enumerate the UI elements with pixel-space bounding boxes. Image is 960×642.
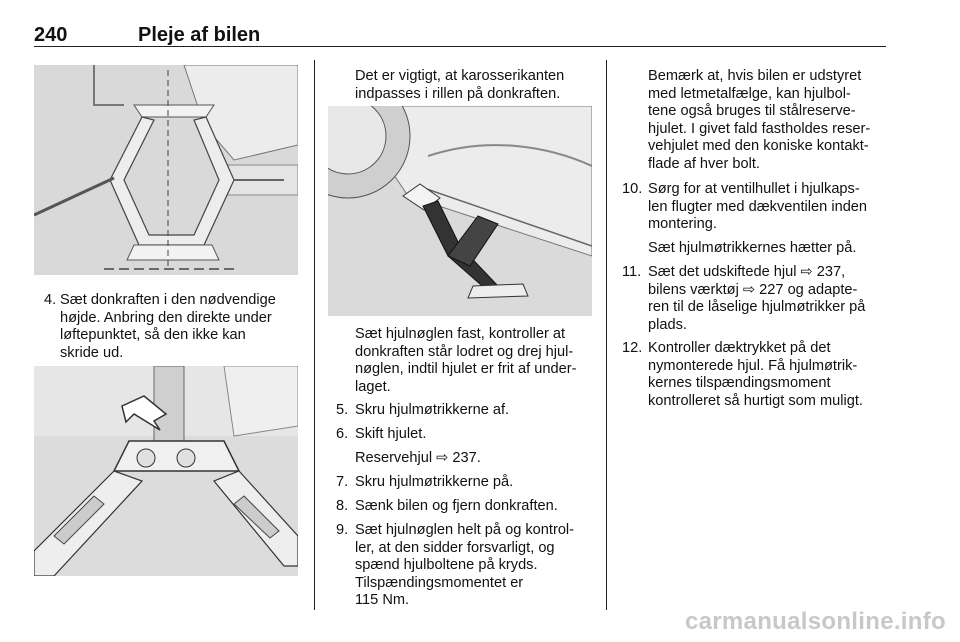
step-number: 4.: [44, 292, 57, 308]
text-line: plads.: [648, 316, 687, 333]
text-line: Sørg for at ventilhullet i hjulkaps-: [648, 181, 860, 197]
step-11: [622, 264, 890, 336]
text-line: Sænk bilen og fjern donkraften.: [355, 498, 558, 514]
column-divider-1: [314, 60, 315, 610]
text-line: med letmetalfælge, kan hjulbol-: [648, 85, 851, 102]
text-line: Det er vigtigt, at karosserikanten: [355, 68, 565, 84]
page-title: Pleje af bilen: [138, 24, 261, 46]
text-line: Sæt det udskiftede hjul ⇨ 237,: [648, 264, 846, 280]
step-12: [622, 340, 890, 412]
step-4: [44, 292, 306, 364]
text-line: kontrolleret så hurtigt som muligt.: [648, 392, 863, 409]
step-number: 9.: [336, 522, 349, 538]
step-number: 7.: [336, 474, 349, 490]
text-line: Skru hjulmøtrikkerne af.: [355, 402, 510, 418]
text-line: højde. Anbring den direkte under: [60, 309, 272, 326]
step-6: [336, 426, 598, 444]
text-line: Tilspændingsmomentet er: [355, 574, 524, 591]
text-line: hjulet. I givet fald fastholdes reser-: [648, 120, 871, 137]
text-line: bilens værktøj ⇨ 227 og adapte-: [648, 281, 858, 298]
text-line: kernes tilspændingsmoment: [648, 375, 831, 391]
text-line: Sæt donkraften i den nødvendige: [60, 292, 276, 308]
page-number: 240: [34, 24, 68, 46]
step-number: 8.: [336, 498, 349, 514]
text-line: vehjulet med den koniske kontakt-: [648, 138, 869, 154]
step-number: 10.: [622, 181, 643, 197]
spare-wheel-reference: Reservehjul ⇨ 237.: [355, 450, 481, 466]
text-line: ler, at den sidder forsvarligt, og: [355, 539, 555, 556]
intro-paragraph: [355, 68, 600, 103]
column-divider-2: [606, 60, 607, 610]
text-line: montering.: [648, 216, 717, 232]
step-5: [336, 402, 598, 420]
step-6-note: [336, 450, 598, 468]
text-line: flade af hver bolt.: [648, 155, 760, 172]
step-8: [336, 498, 598, 516]
text-line: Sæt hjulmøtrikkernes hætter på.: [648, 240, 857, 256]
step-10: [622, 181, 890, 235]
step-number: 5.: [336, 402, 349, 418]
text-line: nøglen, indtil hjulet er frit af under-: [355, 361, 577, 377]
text-line: Sæt hjulnøglen fast, kontroller at: [355, 326, 566, 342]
text-line: løftepunktet, så den ikke kan: [60, 327, 246, 343]
text-line: Sæt hjulnøglen helt på og kontrol-: [355, 522, 575, 538]
text-line: laget.: [355, 378, 391, 395]
alloy-wheel-note: [648, 68, 893, 173]
text-line: indpasses i rillen på donkraften.: [355, 85, 561, 102]
page-header: [34, 18, 886, 47]
step-number: 12.: [622, 340, 643, 356]
text-line: tene også bruges til stålreserve-: [648, 103, 856, 119]
step-10-note: [622, 240, 890, 258]
step-number: 11.: [622, 264, 642, 280]
text-line: nymonterede hjul. Få hjulmøtrik-: [648, 357, 858, 374]
jack-placement-illustration: [328, 106, 592, 316]
jack-under-car-illustration: [34, 65, 298, 275]
text-line: spænd hjulboltene på kryds.: [355, 557, 538, 573]
text-line: Kontroller dæktrykket på det: [648, 340, 831, 356]
text-line: Bemærk at, hvis bilen er udstyret: [648, 68, 862, 84]
text-line: donkraften står lodret og drej hjul-: [355, 343, 574, 360]
step-9: [336, 522, 598, 612]
step-number: 6.: [336, 426, 349, 442]
text-line: Skru hjulmøtrikkerne på.: [355, 474, 514, 490]
jack-head-closeup-illustration: [34, 366, 298, 576]
text-line: len flugter med dækventilen inden: [648, 198, 868, 215]
text-line: ren til de låselige hjulmøtrikker på: [648, 299, 866, 315]
text-line: Skift hjulet.: [355, 426, 427, 442]
text-line: skride ud.: [60, 344, 124, 361]
watermark: carmanualsonline.info: [684, 608, 946, 635]
text-line: 115 Nm.: [355, 592, 410, 608]
instruction-paragraph: [355, 326, 600, 396]
step-7: [336, 474, 598, 492]
